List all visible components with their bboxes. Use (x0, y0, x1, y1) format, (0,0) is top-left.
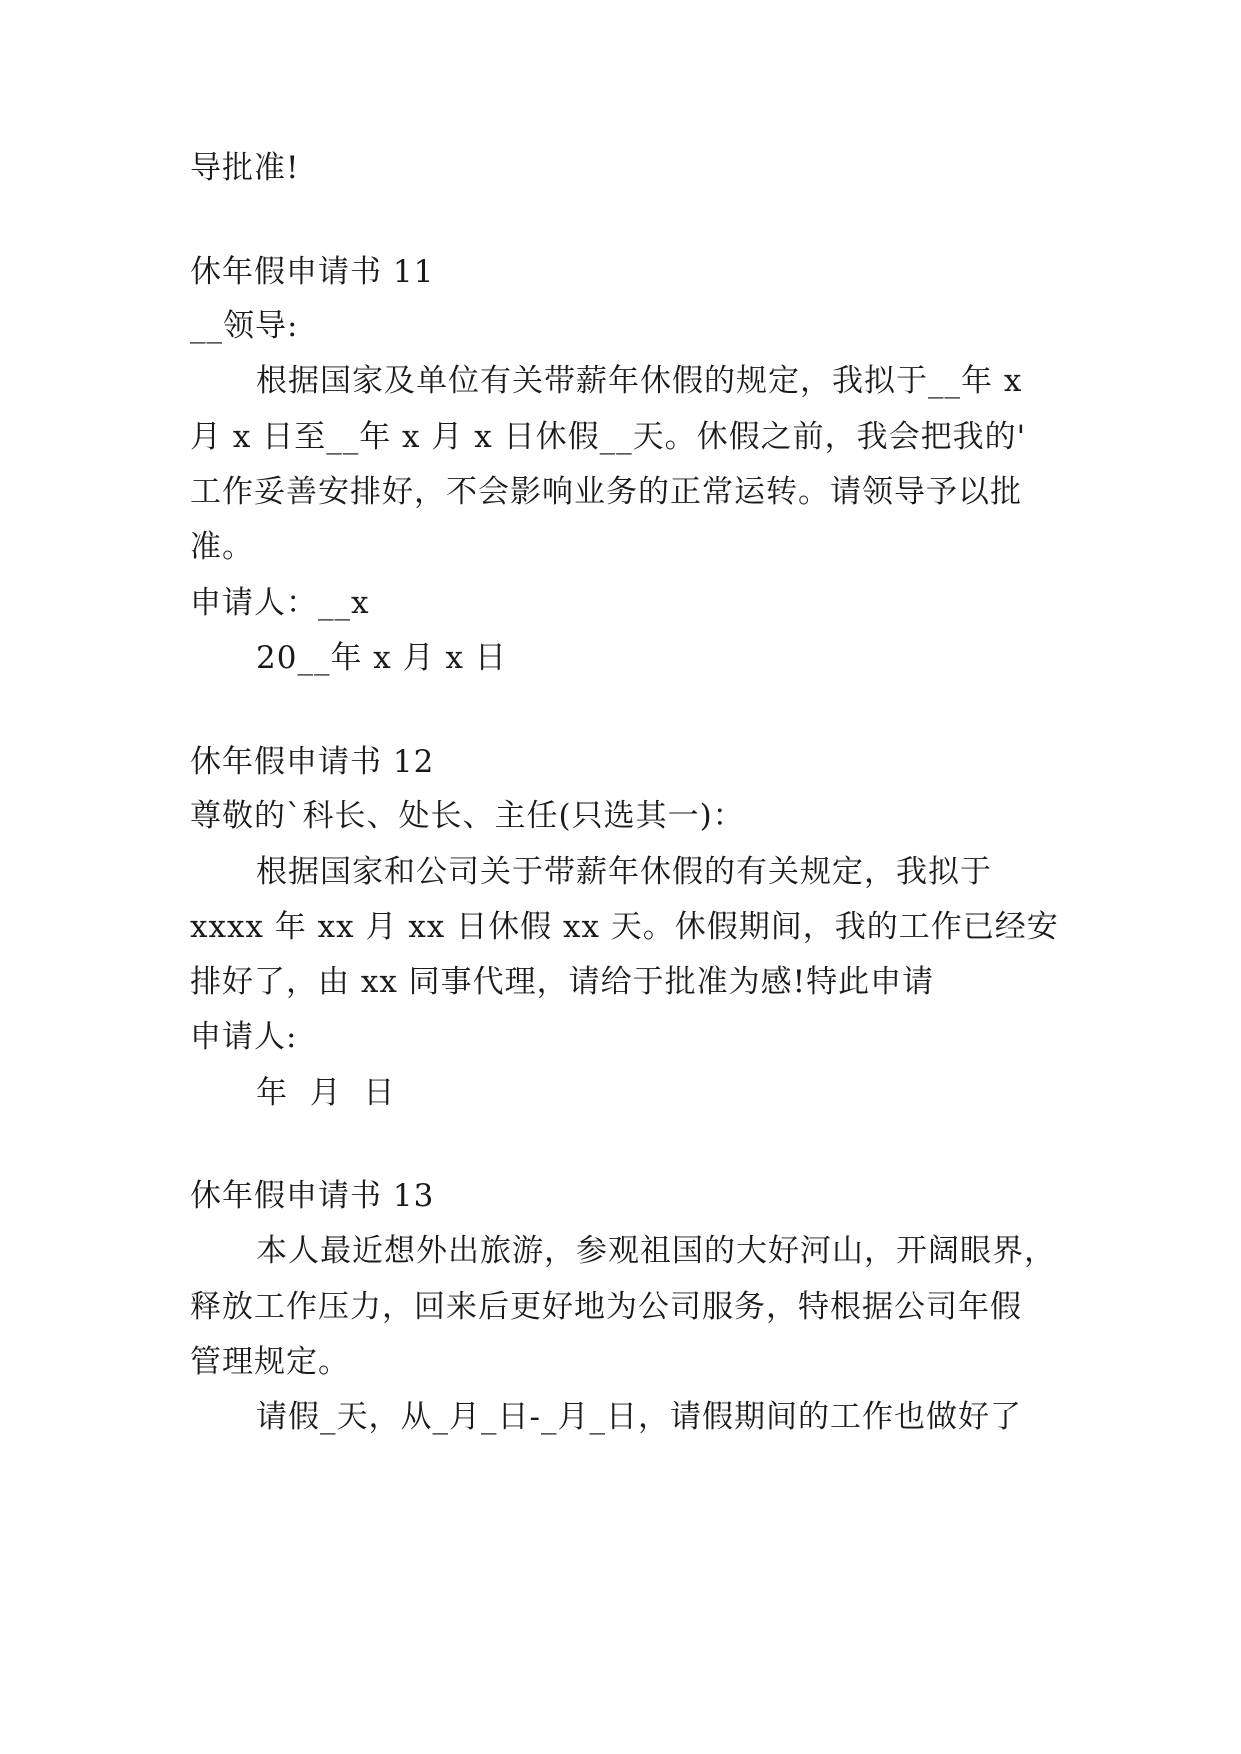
section-13-body-line: 本人最近想外出旅游，参观祖国的大好河山，开阔眼界， (256, 1233, 1056, 1269)
section-11-salutation: __领导: (190, 308, 299, 344)
section-12-body-line: 排好了，由 xx 同事代理，请给于批准为感!特此申请 (190, 964, 935, 1000)
section-12-body-line: 根据国家和公司关于带薪年休假的有关规定，我拟于 (256, 854, 992, 890)
section-12-applicant: 申请人: (190, 1019, 298, 1055)
section-11-body-line: 月 x 日至__年 x 月 x 日休假__天。休假之前，我会把我的' (190, 419, 1027, 455)
section-11-body-line: 准。 (190, 529, 254, 565)
section-13-body-line: 释放工作压力，回来后更好地为公司服务，特根据公司年假 (190, 1289, 1022, 1325)
section-13-heading: 休年假申请书 13 (190, 1178, 435, 1214)
section-11-body-line: 工作妥善安排好，不会影响业务的正常运转。请领导予以批 (190, 474, 1022, 510)
section-11-heading: 休年假申请书 11 (190, 254, 435, 290)
section-12-heading: 休年假申请书 12 (190, 744, 435, 780)
section-11-applicant: 申请人：__x (190, 585, 370, 621)
section-13-body2-line: 请假_天，从_月_日-_月_日，请假期间的工作也做好了 (256, 1399, 1022, 1435)
section-12-body-line: xxxx 年 xx 月 xx 日休假 xx 天。休假期间，我的工作已经安 (190, 909, 1059, 945)
section-11-date: 20__年 x 月 x 日 (256, 640, 507, 676)
intro-fragment: 导批准! (190, 150, 300, 186)
section-12-date: 年 月 日 (256, 1075, 396, 1111)
section-11-body-line: 根据国家及单位有关带薪年休假的规定，我拟于__年 x (256, 363, 1023, 399)
section-13-body-line: 管理规定。 (190, 1344, 350, 1380)
section-12-salutation: 尊敬的`科长、处长、主任(只选其一)： (190, 798, 745, 834)
